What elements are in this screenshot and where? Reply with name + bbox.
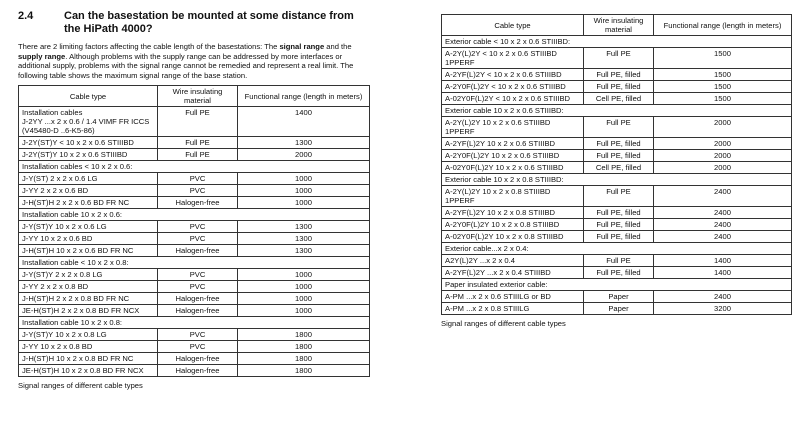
cell-cable-type: A-2Y0F(L)2Y < 10 x 2 x 0.6 STIIIBD [442, 81, 584, 93]
intro-text-1: There are 2 limiting factors affecting the cable length of the basestations: The [18, 42, 280, 51]
table-row [19, 173, 370, 185]
table-section-row [19, 161, 370, 173]
table-row [442, 207, 792, 219]
cell-functional-range: 1300 [238, 245, 370, 257]
section-label: Exterior cable < 10 x 2 x 0.6 STIIIBD: [442, 36, 792, 48]
cell-cable-type: A2Y(L)2Y ...x 2 x 0.4 [442, 255, 584, 267]
cell-cable-type: J-2Y(ST)Y < 10 x 2 x 0.6 STIIIBD [19, 137, 158, 149]
cell-wire-material: Full PE [158, 137, 238, 149]
cell-functional-range: 2000 [654, 150, 792, 162]
cell-cable-type: A-2YF(L)2Y < 10 x 2 x 0.6 STIIIBD [442, 69, 584, 81]
cell-functional-range: 1300 [238, 233, 370, 245]
cell-functional-range: 1300 [238, 221, 370, 233]
cell-functional-range: 1800 [238, 329, 370, 341]
cell-cable-type: J-Y(ST)Y 2 x 2 x 0.8 LG [19, 269, 158, 281]
cell-wire-material: Full PE [158, 149, 238, 161]
table-row [442, 117, 792, 138]
intro-paragraph [18, 42, 370, 80]
right-column [441, 14, 791, 328]
cell-wire-material: Full PE, filled [584, 81, 654, 93]
cell-functional-range: 1500 [654, 81, 792, 93]
cell-functional-range: 2400 [654, 291, 792, 303]
table-row [19, 281, 370, 293]
table-caption-right: Signal ranges of different cable types [441, 319, 566, 328]
cell-cable-type: JE-H(ST)H 2 x 2 x 0.8 BD FR NCX [19, 305, 158, 317]
cell-cable-type: A-PM ...x 2 x 0.6 STIIILG or BD [442, 291, 584, 303]
section-label: Paper insulated exterior cable: [442, 279, 792, 291]
section-label: Exterior cable 10 x 2 x 0.8 STIIIBD: [442, 174, 792, 186]
cell-wire-material: Full PE, filled [584, 207, 654, 219]
table-row [19, 137, 370, 149]
cell-functional-range: 1300 [238, 137, 370, 149]
cell-cable-type: JE-H(ST)H 10 x 2 x 0.8 BD FR NCX [19, 365, 158, 377]
cell-wire-material: Cell PE, filled [584, 162, 654, 174]
table-row [442, 219, 792, 231]
cell-cable-type: J-YY 10 x 2 x 0.8 BD [19, 341, 158, 353]
cell-functional-range: 1000 [238, 173, 370, 185]
cell-wire-material: Full PE, filled [584, 138, 654, 150]
table-row [19, 197, 370, 209]
intro-bold-supply-range: supply range [18, 51, 66, 61]
table-section-row [19, 317, 370, 329]
table-section-row [442, 279, 792, 291]
cell-wire-material: PVC [158, 281, 238, 293]
cell-cable-type: J-YY 2 x 2 x 0.8 BD [19, 281, 158, 293]
cell-wire-material: Full PE, filled [584, 219, 654, 231]
section-title: Can the basestation be mounted at some distance from the HiPath 4000? [64, 10, 354, 35]
table-header-row [442, 15, 792, 36]
intro-bold-signal-range: signal range [279, 42, 325, 51]
table-row [442, 162, 792, 174]
table-row [442, 81, 792, 93]
cell-cable-type: A-2Y0F(L)2Y 10 x 2 x 0.8 STIIIBD [442, 219, 584, 231]
cell-wire-material: Paper [584, 291, 654, 303]
cell-cable-type: J-Y(ST)Y 10 x 2 x 0.6 LG [19, 221, 158, 233]
cell-functional-range: 1000 [238, 281, 370, 293]
cell-wire-material: Halogen-free [158, 305, 238, 317]
table-row [442, 48, 792, 69]
cell-wire-material: PVC [158, 173, 238, 185]
cell-cable-type: A-2Y(L)2Y 10 x 2 x 0.8 STIIIBD 1PPERF [442, 186, 584, 207]
table-row [19, 365, 370, 377]
table-row [19, 269, 370, 281]
cell-functional-range: 1500 [654, 69, 792, 81]
header-wire-material: Wire insulating material [158, 86, 238, 107]
cell-cable-type: A-02Y0F(L)2Y 10 x 2 x 0.6 STIIIBD [442, 162, 584, 174]
table-section-row [442, 174, 792, 186]
cell-functional-range: 2400 [654, 207, 792, 219]
header-functional-range: Functional range (length in meters) [654, 15, 792, 36]
signal-range-table-right [441, 14, 792, 315]
cell-functional-range: 1000 [238, 269, 370, 281]
cell-wire-material: Halogen-free [158, 365, 238, 377]
cell-cable-type: J-Y(ST) 2 x 2 x 0.6 LG [19, 173, 158, 185]
cell-functional-range: 1800 [238, 353, 370, 365]
cell-cable-type: A-2YF(L)2Y 10 x 2 x 0.8 STIIIBD [442, 207, 584, 219]
table-row [442, 138, 792, 150]
cell-functional-range: 2000 [238, 149, 370, 161]
header-cable-type: Cable type [442, 15, 584, 36]
table-row [442, 231, 792, 243]
table-section-row [19, 257, 370, 269]
cell-cable-type: A-2Y(L)2Y < 10 x 2 x 0.6 STIIIBD 1PPERF [442, 48, 584, 69]
cell-functional-range: 1400 [654, 267, 792, 279]
cell-cable-type: A-2YF(L)2Y ...x 2 x 0.4 STIIIBD [442, 267, 584, 279]
section-label: Installation cables < 10 x 2 x 0.6: [19, 161, 370, 173]
cell-cable-type: A-02Y0F(L)2Y 10 x 2 x 0.8 STIIIBD [442, 231, 584, 243]
cell-cable-type: Installation cables J-2YY ...x 2 x 0.6 / 1.4 VIMF FR ICCS (V45480-D ..6-K5-86) [19, 107, 158, 137]
table-row [19, 305, 370, 317]
header-wire-material: Wire insulating material [584, 15, 654, 36]
table-row [19, 341, 370, 353]
table-row [19, 107, 370, 137]
cell-cable-type: J-H(ST)H 10 x 2 x 0.6 BD FR NC [19, 245, 158, 257]
table-section-row [442, 105, 792, 117]
table-row [19, 245, 370, 257]
cell-wire-material: PVC [158, 221, 238, 233]
table-row [442, 291, 792, 303]
intro-text-3: . Although problems with the supply range can be addressed by more interfaces or additional supply, problems with the signal range cannot be remedied and represent a real limit. The following table shows the maximum signal range of the base station. [18, 51, 354, 80]
section-number: 2.4 [18, 10, 34, 22]
cell-wire-material: PVC [158, 233, 238, 245]
section-label: Installation cable < 10 x 2 x 0.8: [19, 257, 370, 269]
cell-functional-range: 2000 [654, 138, 792, 150]
cell-functional-range: 2400 [654, 219, 792, 231]
cell-cable-type: A-2Y0F(L)2Y 10 x 2 x 0.6 STIIIBD [442, 150, 584, 162]
cell-functional-range: 1500 [654, 48, 792, 69]
cell-functional-range: 1400 [238, 107, 370, 137]
cell-wire-material: PVC [158, 269, 238, 281]
table-row [442, 303, 792, 315]
cell-cable-type: J-YY 10 x 2 x 0.6 BD [19, 233, 158, 245]
cell-functional-range: 1500 [654, 93, 792, 105]
table-row [442, 69, 792, 81]
cell-wire-material: Cell PE, filled [584, 93, 654, 105]
cell-cable-type: A-2Y(L)2Y 10 x 2 x 0.6 STIIIBD 1PPERF [442, 117, 584, 138]
cell-functional-range: 2000 [654, 117, 792, 138]
cell-functional-range: 1400 [654, 255, 792, 267]
cell-wire-material: Full PE [584, 186, 654, 207]
table-row [19, 329, 370, 341]
table-header-row [19, 86, 370, 107]
section-heading [18, 10, 373, 36]
cell-wire-material: Full PE, filled [584, 267, 654, 279]
cell-functional-range: 3200 [654, 303, 792, 315]
cell-wire-material: Full PE, filled [584, 69, 654, 81]
table-caption-left: Signal ranges of different cable types [18, 381, 143, 391]
cell-wire-material: Full PE [584, 117, 654, 138]
cell-cable-type: A-PM ...x 2 x 0.8 STIIILG [442, 303, 584, 315]
left-column [18, 10, 373, 390]
table-row [19, 353, 370, 365]
cell-functional-range: 2000 [654, 162, 792, 174]
cell-wire-material: Full PE [158, 107, 238, 137]
cell-wire-material: Full PE [584, 48, 654, 69]
signal-range-table-left [18, 85, 370, 377]
table-row [442, 255, 792, 267]
cell-wire-material: Halogen-free [158, 293, 238, 305]
cell-functional-range: 1000 [238, 305, 370, 317]
table-row [19, 293, 370, 305]
cell-cable-type: J-H(ST)H 2 x 2 x 0.8 BD FR NC [19, 293, 158, 305]
table-row [442, 93, 792, 105]
cell-wire-material: PVC [158, 341, 238, 353]
section-label: Installation cable 10 x 2 x 0.6: [19, 209, 370, 221]
cell-functional-range: 2400 [654, 231, 792, 243]
table-row [442, 267, 792, 279]
cell-wire-material: Halogen-free [158, 353, 238, 365]
cell-wire-material: Paper [584, 303, 654, 315]
cell-functional-range: 1000 [238, 185, 370, 197]
cell-cable-type: J-H(ST)H 10 x 2 x 0.8 BD FR NC [19, 353, 158, 365]
table-row [442, 150, 792, 162]
section-label: Exterior cable...x 2 x 0.4: [442, 243, 792, 255]
table-row [19, 149, 370, 161]
cell-functional-range: 1800 [238, 365, 370, 377]
cell-cable-type: J-Y(ST)Y 10 x 2 x 0.8 LG [19, 329, 158, 341]
cell-cable-type: J-H(ST)H 2 x 2 x 0.6 BD FR NC [19, 197, 158, 209]
table-section-row [442, 36, 792, 48]
cell-functional-range: 1800 [238, 341, 370, 353]
table-row [19, 185, 370, 197]
table-row [442, 186, 792, 207]
cell-wire-material: PVC [158, 185, 238, 197]
cell-cable-type: J-2Y(ST)Y 10 x 2 x 0.6 STIIIBD [19, 149, 158, 161]
header-functional-range: Functional range (length in meters) [238, 86, 370, 107]
table-section-row [442, 243, 792, 255]
header-cable-type: Cable type [19, 86, 158, 107]
section-label: Installation cable 10 x 2 x 0.8: [19, 317, 370, 329]
cell-cable-type: A-02Y0F(L)2Y < 10 x 2 x 0.6 STIIIBD [442, 93, 584, 105]
cell-wire-material: Halogen-free [158, 197, 238, 209]
section-label: Exterior cable 10 x 2 x 0.6 STIIIBD: [442, 105, 792, 117]
cell-wire-material: Full PE, filled [584, 150, 654, 162]
intro-text-2: and the [324, 42, 352, 51]
cell-wire-material: Full PE, filled [584, 231, 654, 243]
cell-functional-range: 1000 [238, 293, 370, 305]
table-section-row [19, 209, 370, 221]
table-row [19, 233, 370, 245]
cell-cable-type: A-2YF(L)2Y 10 x 2 x 0.6 STIIIBD [442, 138, 584, 150]
cell-wire-material: PVC [158, 329, 238, 341]
table-row [19, 221, 370, 233]
cell-wire-material: Halogen-free [158, 245, 238, 257]
cell-cable-type: J-YY 2 x 2 x 0.6 BD [19, 185, 158, 197]
cell-functional-range: 2400 [654, 186, 792, 207]
cell-functional-range: 1000 [238, 197, 370, 209]
cell-wire-material: Full PE [584, 255, 654, 267]
